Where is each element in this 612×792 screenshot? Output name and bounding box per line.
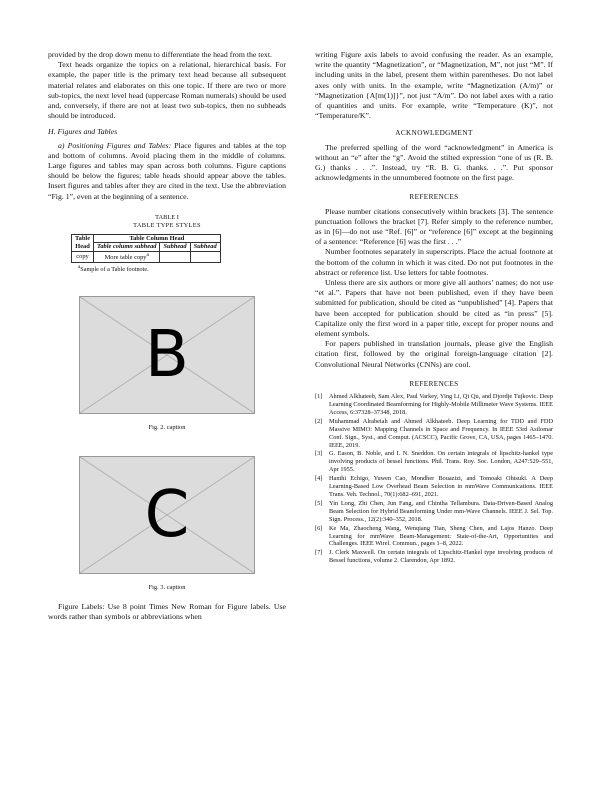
paragraph: provided by the drop down menu to differentiate the head from the text. [48,50,272,59]
table-subhead: Subhead [190,243,220,252]
table-cell: copy [72,252,94,263]
figure-letter: B [145,317,189,392]
table-cell [190,252,220,263]
reference-text: Ke Ma, Zhaocheng Wang, Wenqiang Tian, Sheng Chen, and Lajos Hanzo. Deep Learning for mmWave Beam-Management: State-of-the-Art, Opportunities and Challenges. IEEE Wirel. Commun., pages 1–8, 2022. [329,524,553,548]
table-span-head: Table Column Head [94,234,221,243]
table-subhead: Table column subhead [94,243,160,252]
figure-placeholder-c [79,456,255,574]
reference-item [315,393,553,417]
table-cell-text: More table copy [104,254,147,262]
reference-number: [2] [315,417,323,425]
reference-item [315,549,553,565]
paragraph: The preferred spelling of the word “acknowledgment” in America is without an “e” after the “g”. Avoid the stilted expression “one of us (R. B. G.) thanks . . .”. Instead, try “R. B. G. thanks. . .”. Put sponsor acknowledgments in the unnumbered footnote on the first page. [315,142,553,183]
paragraph [48,141,286,202]
section-heading: REFERENCES [409,379,459,388]
subsection-text: Place figures and tables at the top and bottom of columns. Avoid placing them in the middle of columns. Large figures and tables may span across both columns. Figure captions should be below the figures; table heads should appear above the tables. Insert figures and tables after they are cited in the text. Use the abbreviation “Fig. 1”, even at the beginning of a sentence. [48,140,286,201]
reference-number: [6] [315,524,323,532]
right-column [315,50,553,566]
table-subhead: Subhead [160,243,190,252]
paragraph: writing Figure axis labels to avoid confusing the reader. As an example, write the quantity “Magnetization”, or “Magnetization, M”, not just “M”. If including units in the label, present them within parentheses. Do not label axes only with units. In the example, write “Magnetization (A/m)” or “Magnetization {A[m(1)]}”, not just “A/m”. Do not label axes with a ratio of quantities and units. For example, write “Temperature (K)”, not “Temperature/K”. [315,50,553,121]
reference-text: J. Clerk Maxwell. On certain integrals of Lipschitz-Hankel type involving products of Bessel functions, volume 2. Clarendon, Apr 1892. [329,549,553,565]
footnote-mark: a [78,263,81,270]
table-head-cell [72,234,94,251]
reference-number: [1] [315,393,323,401]
reference-number: [3] [315,450,323,458]
table-block [48,214,286,274]
table [71,234,221,263]
table-head-line: Head [75,242,90,250]
reference-text: Ahmed Alkhateeb, Sam Alex, Paul Varkey, Ying Li, Qi Qu, and Djordje Tujkovic. Deep Learning Coordinated Beamforming for Highly-Mobile Millimeter Wave Systems. IEEE Access, 6:37328–37348, 2018. [329,393,553,416]
reference-text: G. Eason, B. Noble, and I. N. Sneddon. On certain integrals of lipschitz-hankel type involving products of bessel functions. Phil. Trans. Roy. Soc. London, A247:529–551, Apr 1955. [329,450,553,474]
reference-item [315,500,553,524]
section-heading: H. Figures and Tables [48,127,118,137]
paragraph: For papers published in translation journals, please give the English citation first, followed by the original foreign-language citation [2]. Convolutional Neural Networks (CNNs) are cool. [315,339,553,369]
reference-item [315,450,553,474]
reference-item [315,475,553,499]
reference-text: Hanthi Echigo, Yuwen Cao, Mondher Bouazizi, and Tomoaki Ohtsuki. A Deep Learning-Based Low Overhead Beam Selection in mmWave Communications. IEEE Trans. Veh. Technol., 70(1):682–691, 2021. [329,475,553,498]
reference-text: Yin Long, Zhi Chen, Jun Fang, and Chintha Tellambura. Data-Driven-Based Analog Beam Selection for Hybrid Beamforming Under mm-Wave Channels. IEEE J. Sel. Top. Sign. Process., 12(2):340–352, 2018. [329,499,553,523]
paragraph: Figure Labels: Use 8 point Times New Roman for Figure labels. Use words rather than symbols or abbreviations when [48,601,286,622]
table-cell [160,252,190,263]
section-heading: ACKNOWLEDGMENT [395,129,473,138]
reference-list [315,393,553,565]
reference-text: Muhammad Alrabeiah and Ahmed Alkhateeb. Deep Learning for TDD and FDD Massive MIMO: Mapping Channels in Space and Frequency. In IEEE 53rd Asilomar Conf. Sign., Syst., and Comput. (ACSCC), Pacific Grove, CA, USA, pages 1465–1470. IEEE, 2019. [329,417,553,449]
figure-letter: C [144,477,190,552]
paragraph: Please number citations consecutively within brackets [3]. The sentence punctuation follows the bracket [7]. Refer simply to the reference number, as in [6]—do not use “Ref. [6]” or “reference [6]” except at the beginning of a sentence: “Reference [6] was the first . . .” [315,206,553,247]
reference-number: [4] [315,475,323,483]
reference-item [315,418,553,450]
footnote-text: Sample of a Table footnote. [80,265,149,273]
table-head-line: Table [75,235,91,243]
paragraph: Unless there are six authors or more give all authors’ names; do not use “et al.”. Papers that have not been published, even if they have been submitted for publication, should be cited as “unpublished” [4]. Papers that have been accepted for publication should be cited as “in press” [5]. Capitalize only the first word in a paper title, except for proper nouns and element symbols. [315,278,553,339]
reference-number: [5] [315,499,323,507]
figure-caption: Fig. 2. caption [148,423,186,431]
reference-item [315,525,553,549]
left-column [48,50,286,622]
footnote-mark: a [146,252,149,259]
table-label: TABLE I [155,213,179,221]
reference-number: [7] [315,549,323,557]
subsection-title: a) Positioning Figures and Tables: [58,140,172,150]
table-cell [94,252,160,263]
section-heading: REFERENCES [409,193,459,202]
figure-placeholder-b [79,296,255,414]
table-footnote [78,263,286,274]
table-caption: TABLE TYPE STYLES [133,221,201,229]
paragraph: Text heads organize the topics on a relational, hierarchical basis. For example, the paper title is the primary text head because all subsequent material relates and elaborates on this one topic. If there are two or more sub-topics, the next level head (uppercase Roman numerals) should be used and, conversely, if there are not at least two sub-topics, then no subheads should be introduced. [48,60,286,121]
figure-caption: Fig. 3. caption [148,583,186,591]
paragraph: Number footnotes separately in superscripts. Place the actual footnote at the bottom of the column in which it was cited. Do not put footnotes in the abstract or reference list. Use letters for table footnotes. [315,247,553,277]
